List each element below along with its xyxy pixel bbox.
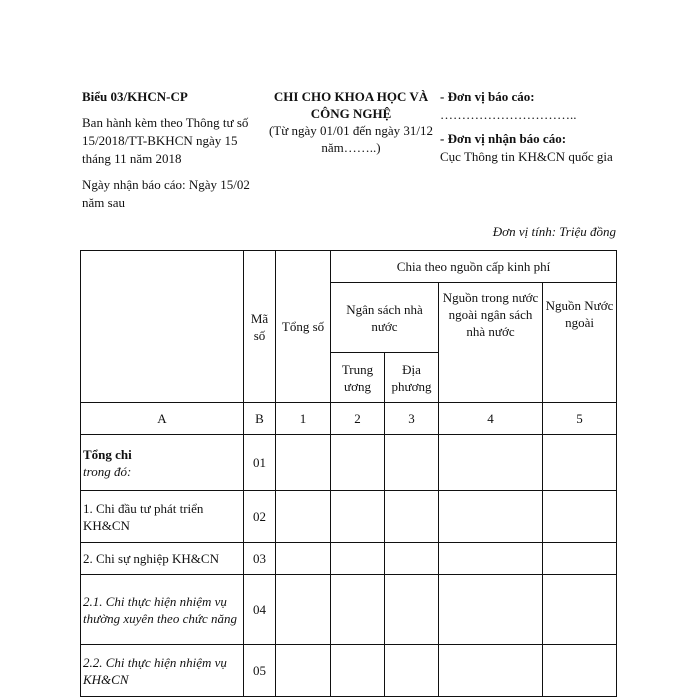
header-state-budget: Ngân sách nhà nước bbox=[331, 283, 439, 353]
reporting-unit-label: - Đơn vị báo cáo: bbox=[440, 89, 535, 104]
unit-info bbox=[440, 88, 620, 166]
value-cell bbox=[331, 543, 385, 575]
value-cell bbox=[385, 645, 439, 697]
table-row bbox=[81, 543, 617, 575]
value-cell bbox=[331, 435, 385, 491]
receive-date: Ngày nhận báo cáo: Ngày 15/02 năm sau bbox=[82, 177, 250, 210]
value-cell bbox=[385, 543, 439, 575]
index-cell: 1 bbox=[276, 403, 331, 435]
row-label: 2.2. Chi thực hiện nhiệm vụ KH&CN bbox=[81, 645, 244, 697]
row-code: 02 bbox=[244, 491, 276, 543]
value-cell bbox=[385, 575, 439, 645]
index-cell: A bbox=[81, 403, 244, 435]
index-cell: B bbox=[244, 403, 276, 435]
header-local: Địa phương bbox=[385, 353, 439, 403]
table-row bbox=[81, 435, 617, 491]
index-cell: 5 bbox=[543, 403, 617, 435]
value-cell bbox=[276, 491, 331, 543]
value-cell bbox=[385, 435, 439, 491]
index-cell: 3 bbox=[385, 403, 439, 435]
value-cell bbox=[331, 645, 385, 697]
header-foreign: Nguồn Nước ngoài bbox=[543, 283, 617, 403]
table-row bbox=[81, 575, 617, 645]
reporting-unit-value: ………………………….. bbox=[440, 107, 577, 122]
report-period: (Từ ngày 01/01 đến ngày 31/12 năm……..) bbox=[268, 123, 434, 155]
row-sublabel: trong đó: bbox=[83, 463, 132, 479]
value-cell bbox=[543, 645, 617, 697]
value-cell bbox=[276, 575, 331, 645]
header-domestic-nonstate: Nguồn trong nước ngoài ngân sách nhà nước bbox=[439, 283, 543, 403]
row-label: 1. Chi đầu tư phát triển KH&CN bbox=[81, 491, 244, 543]
value-cell bbox=[331, 575, 385, 645]
value-cell bbox=[276, 543, 331, 575]
row-code: 03 bbox=[244, 543, 276, 575]
table-row bbox=[81, 491, 617, 543]
value-cell bbox=[543, 575, 617, 645]
issued-with-circular: Ban hành kèm theo Thông tư số 15/2018/TT-BKHCN ngày 15 tháng 11 năm 2018 bbox=[82, 115, 249, 166]
value-cell bbox=[543, 543, 617, 575]
row-label-cell bbox=[81, 435, 244, 491]
receiving-unit-value: Cục Thông tin KH&CN quốc gia bbox=[440, 149, 613, 164]
row-label: Tổng chi bbox=[83, 446, 132, 462]
index-cell: 2 bbox=[331, 403, 385, 435]
value-cell bbox=[543, 491, 617, 543]
report-title-line1: CHI CHO KHOA HỌC VÀ bbox=[273, 89, 429, 104]
row-code: 04 bbox=[244, 575, 276, 645]
receiving-unit-label: - Đơn vị nhận báo cáo: bbox=[440, 131, 567, 146]
header-blank-cell bbox=[81, 251, 244, 403]
value-cell bbox=[439, 645, 543, 697]
index-row bbox=[81, 403, 617, 435]
value-cell bbox=[439, 543, 543, 575]
row-code: 05 bbox=[244, 645, 276, 697]
row-code: 01 bbox=[244, 435, 276, 491]
value-cell bbox=[331, 491, 385, 543]
header-central: Trung ương bbox=[331, 353, 385, 403]
expenditure-table bbox=[80, 250, 617, 697]
form-info bbox=[82, 88, 267, 212]
header-funding-group: Chia theo nguồn cấp kinh phí bbox=[331, 251, 617, 283]
index-cell: 4 bbox=[439, 403, 543, 435]
value-cell bbox=[439, 435, 543, 491]
header-code: Mã số bbox=[244, 251, 276, 403]
unit-of-measure: Đơn vị tính: Triệu đồng bbox=[492, 224, 616, 239]
row-label: 2. Chi sự nghiệp KH&CN bbox=[81, 543, 244, 575]
form-code: Biểu 03/KHCN-CP bbox=[82, 89, 188, 104]
value-cell bbox=[276, 645, 331, 697]
table-row bbox=[81, 645, 617, 697]
row-label: 2.1. Chi thực hiện nhiệm vụ thường xuyên theo chức năng bbox=[81, 575, 244, 645]
report-title-block bbox=[262, 88, 440, 156]
value-cell bbox=[439, 575, 543, 645]
header-total: Tổng số bbox=[276, 251, 331, 403]
report-title-line2: CÔNG NGHỆ bbox=[310, 106, 392, 121]
value-cell bbox=[385, 491, 439, 543]
value-cell bbox=[439, 491, 543, 543]
value-cell bbox=[543, 435, 617, 491]
value-cell bbox=[276, 435, 331, 491]
